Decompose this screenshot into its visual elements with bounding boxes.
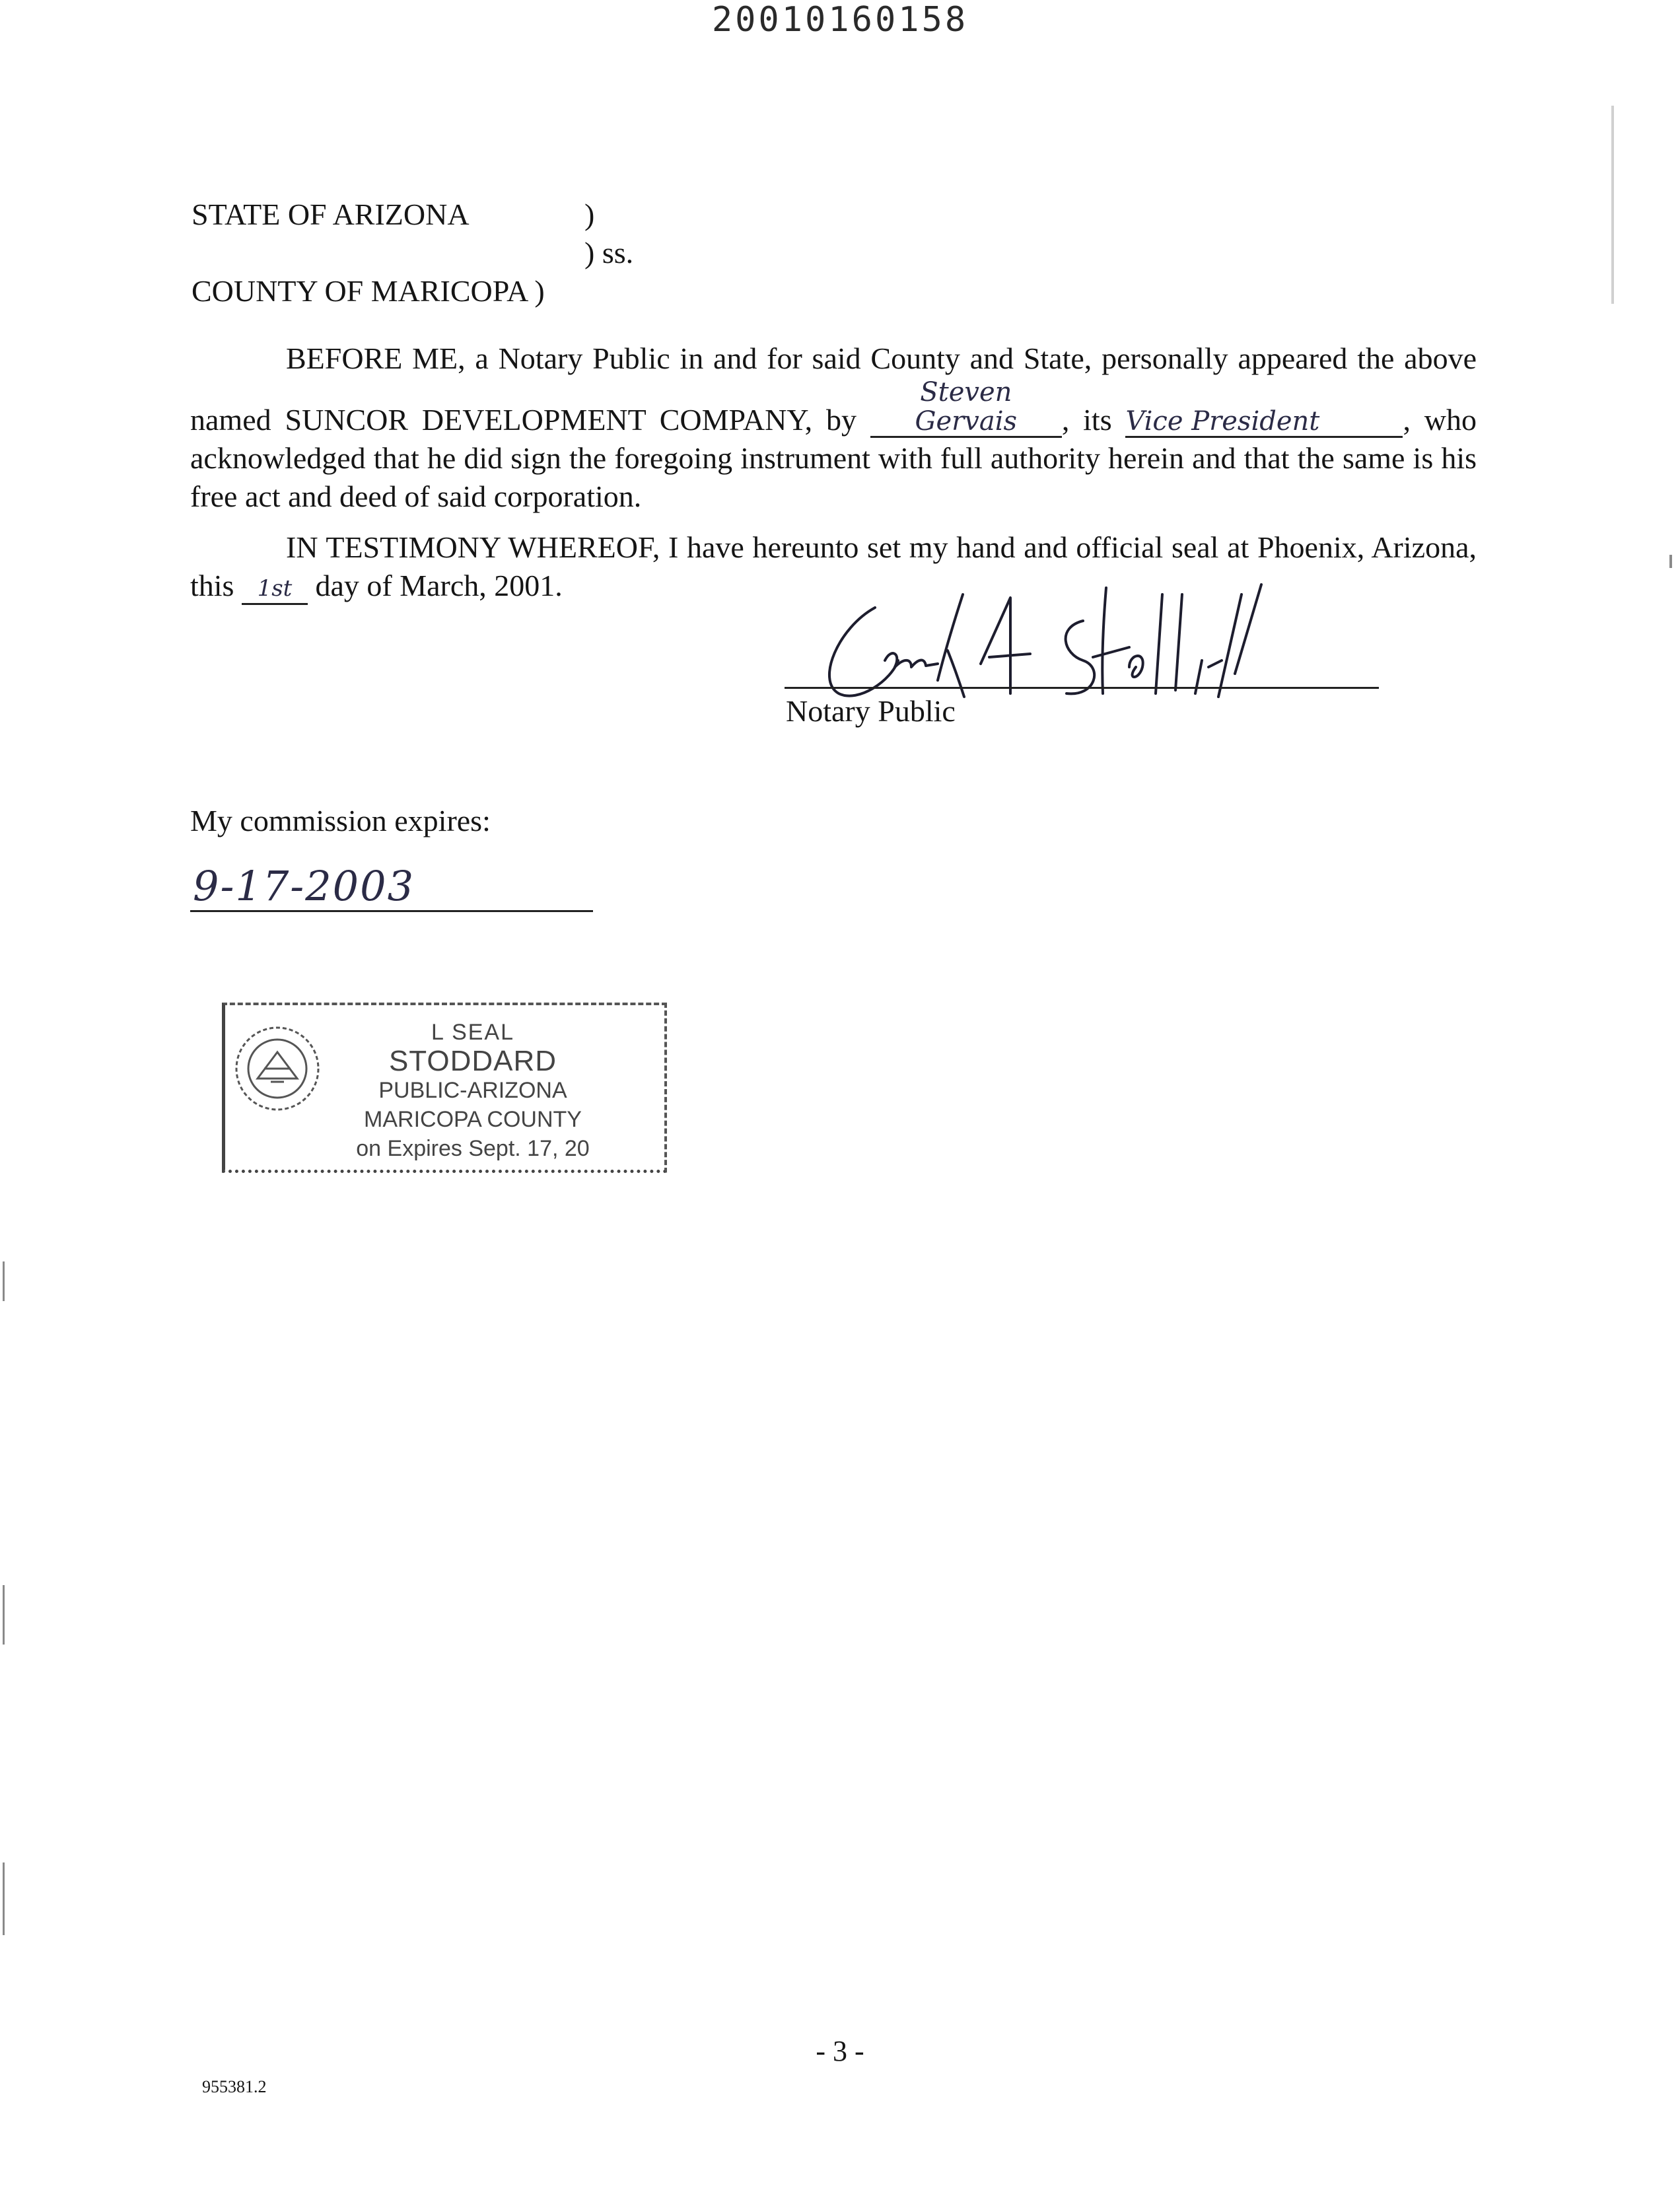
stamp-expiry-text: on Expires Sept. 17, 20 xyxy=(356,1136,590,1161)
recording-number: 20010160158 xyxy=(711,0,969,40)
venue-ss: ) ss. xyxy=(584,236,634,269)
acknowledgment-its: , its xyxy=(1061,403,1112,437)
day-field: 1st xyxy=(242,574,308,605)
venue-state xyxy=(192,195,595,234)
commission-date: 9-17-2003 xyxy=(193,862,415,910)
notary-stamp xyxy=(222,1003,667,1173)
scan-artifact xyxy=(1611,106,1614,304)
venue-state-text: STATE OF ARIZONA xyxy=(192,197,470,231)
commission-label: My commission expires: xyxy=(190,804,491,837)
signature-line xyxy=(785,687,1379,689)
acknowledgment-paragraph xyxy=(190,339,1477,516)
commission-date-line xyxy=(190,910,593,912)
notary-public-label: Notary Public xyxy=(786,694,956,728)
acknowledgment-tail: , who acknowledged that he did sign the foregoing instrument with full authority herein and that the same is his free act and deed of said corporation. xyxy=(190,403,1477,513)
scan-artifact xyxy=(1669,555,1672,568)
stamp-name-text: STODDARD xyxy=(388,1045,557,1077)
signer-title-field: Vice President xyxy=(1125,407,1403,438)
page-number: - 3 - xyxy=(816,2035,864,2067)
testimony-lead: IN TESTIMONY WHEREOF, I have hereunto set my hand and official seal at Phoenix, Arizona, this xyxy=(190,530,1477,602)
scan-artifact xyxy=(3,1862,5,1935)
stamp-notary-text: PUBLIC-ARIZONA xyxy=(378,1078,567,1103)
venue-county xyxy=(192,272,545,310)
venue-county-text: COUNTY OF MARICOPA xyxy=(192,274,527,308)
signer-name-field: Steven Gervais xyxy=(870,378,1062,438)
testimony-tail: day of March, 2001. xyxy=(315,569,563,602)
acknowledgment-lead: BEFORE ME, a Notary Public in and for said County and State, personally appeared the above named SUNCOR DEVELOPMENT COMPANY, by xyxy=(190,341,1477,437)
stamp-seal-text: L SEAL xyxy=(431,1020,515,1045)
venue-paren: ) xyxy=(534,274,545,308)
venue-paren: ) xyxy=(584,197,595,231)
stamp-county-text: MARICOPA COUNTY xyxy=(364,1107,582,1132)
document-id: 955381.2 xyxy=(202,2077,267,2096)
scan-artifact xyxy=(3,1261,5,1301)
scan-artifact xyxy=(3,1585,5,1645)
